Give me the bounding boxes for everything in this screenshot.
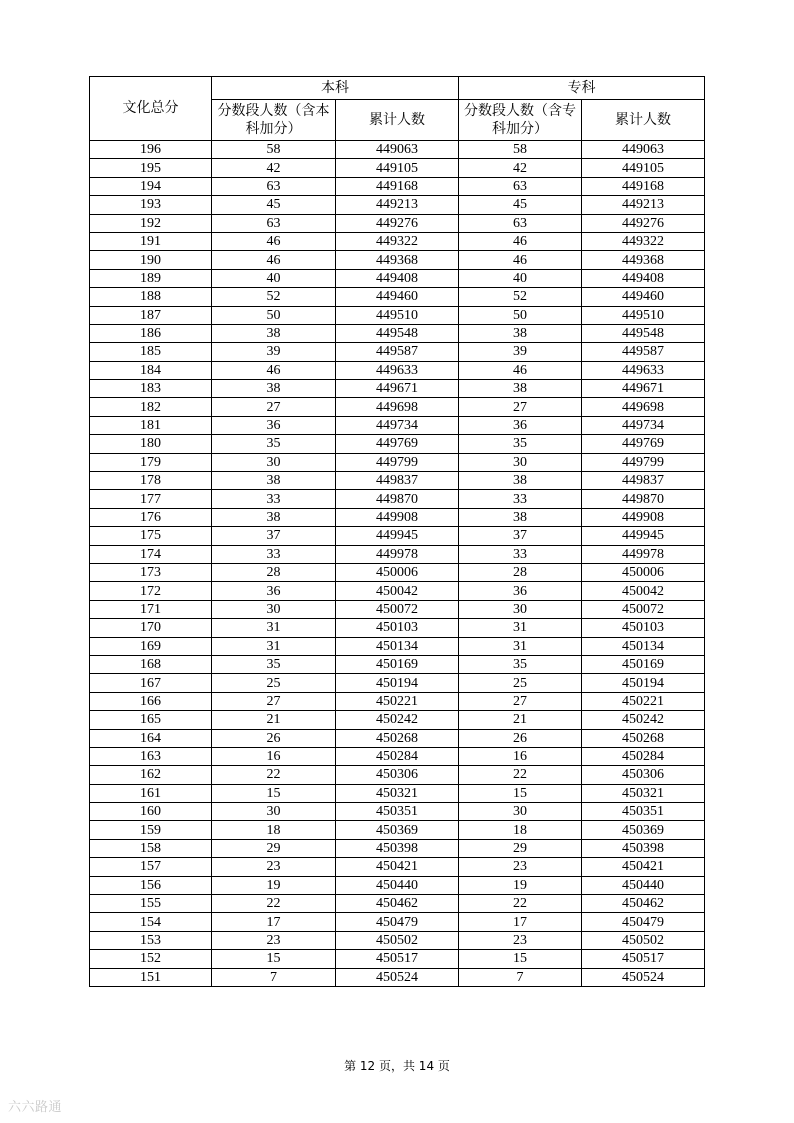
score-distribution-table bbox=[89, 76, 705, 987]
cell-score: 189 bbox=[90, 269, 212, 287]
table-body bbox=[90, 141, 705, 987]
cell-score: 168 bbox=[90, 655, 212, 673]
cell-score: 180 bbox=[90, 435, 212, 453]
cell-benke-segment: 50 bbox=[212, 306, 336, 324]
cell-benke-cumulative: 450398 bbox=[336, 839, 459, 857]
table-row bbox=[90, 563, 705, 581]
cell-zhuanke-cumulative: 450242 bbox=[582, 711, 705, 729]
cell-benke-cumulative: 449548 bbox=[336, 324, 459, 342]
cell-zhuanke-segment: 22 bbox=[459, 895, 582, 913]
cell-zhuanke-cumulative: 450421 bbox=[582, 858, 705, 876]
cell-zhuanke-segment: 27 bbox=[459, 398, 582, 416]
table-row bbox=[90, 619, 705, 637]
cell-benke-cumulative: 450479 bbox=[336, 913, 459, 931]
cell-benke-cumulative: 449063 bbox=[336, 141, 459, 159]
table-row bbox=[90, 674, 705, 692]
cell-score: 188 bbox=[90, 288, 212, 306]
cell-zhuanke-cumulative: 449460 bbox=[582, 288, 705, 306]
cell-zhuanke-segment: 46 bbox=[459, 361, 582, 379]
cell-benke-cumulative: 450524 bbox=[336, 968, 459, 986]
cell-zhuanke-cumulative: 449698 bbox=[582, 398, 705, 416]
cell-zhuanke-segment: 38 bbox=[459, 380, 582, 398]
cell-score: 179 bbox=[90, 453, 212, 471]
cell-zhuanke-cumulative: 450221 bbox=[582, 692, 705, 710]
table-row bbox=[90, 876, 705, 894]
cell-score: 191 bbox=[90, 232, 212, 250]
cell-benke-cumulative: 449408 bbox=[336, 269, 459, 287]
cell-zhuanke-segment: 21 bbox=[459, 711, 582, 729]
cell-zhuanke-segment: 50 bbox=[459, 306, 582, 324]
cell-zhuanke-segment: 18 bbox=[459, 821, 582, 839]
cell-benke-segment: 40 bbox=[212, 269, 336, 287]
cell-benke-segment: 22 bbox=[212, 766, 336, 784]
cell-zhuanke-segment: 46 bbox=[459, 251, 582, 269]
cell-zhuanke-segment: 36 bbox=[459, 582, 582, 600]
cell-zhuanke-segment: 38 bbox=[459, 508, 582, 526]
cell-zhuanke-cumulative: 449908 bbox=[582, 508, 705, 526]
table-row bbox=[90, 508, 705, 526]
cell-benke-cumulative: 450006 bbox=[336, 563, 459, 581]
cell-benke-cumulative: 449168 bbox=[336, 177, 459, 195]
cell-score: 183 bbox=[90, 380, 212, 398]
cell-zhuanke-cumulative: 449734 bbox=[582, 416, 705, 434]
cell-zhuanke-cumulative: 450440 bbox=[582, 876, 705, 894]
cell-benke-cumulative: 450242 bbox=[336, 711, 459, 729]
table-row bbox=[90, 324, 705, 342]
cell-benke-segment: 26 bbox=[212, 729, 336, 747]
cell-score: 176 bbox=[90, 508, 212, 526]
cell-zhuanke-cumulative: 450134 bbox=[582, 637, 705, 655]
table-row bbox=[90, 858, 705, 876]
cell-benke-segment: 46 bbox=[212, 232, 336, 250]
table-row bbox=[90, 821, 705, 839]
cell-zhuanke-cumulative: 449168 bbox=[582, 177, 705, 195]
cell-benke-segment: 30 bbox=[212, 803, 336, 821]
table-row bbox=[90, 177, 705, 195]
cell-score: 195 bbox=[90, 159, 212, 177]
cell-zhuanke-segment: 33 bbox=[459, 490, 582, 508]
cell-zhuanke-segment: 42 bbox=[459, 159, 582, 177]
cell-benke-segment: 30 bbox=[212, 453, 336, 471]
cell-benke-segment: 37 bbox=[212, 527, 336, 545]
cell-zhuanke-cumulative: 449408 bbox=[582, 269, 705, 287]
table-row bbox=[90, 803, 705, 821]
page-footer: 第 12 页，共 14 页 bbox=[344, 1059, 450, 1073]
cell-score: 185 bbox=[90, 343, 212, 361]
table-row bbox=[90, 637, 705, 655]
cell-score: 167 bbox=[90, 674, 212, 692]
table-row bbox=[90, 490, 705, 508]
cell-benke-segment: 46 bbox=[212, 251, 336, 269]
cell-benke-segment: 58 bbox=[212, 141, 336, 159]
cell-benke-cumulative: 449510 bbox=[336, 306, 459, 324]
cell-benke-segment: 19 bbox=[212, 876, 336, 894]
cell-benke-cumulative: 449769 bbox=[336, 435, 459, 453]
cell-score: 172 bbox=[90, 582, 212, 600]
cell-zhuanke-segment: 30 bbox=[459, 453, 582, 471]
cell-benke-cumulative: 450369 bbox=[336, 821, 459, 839]
cell-benke-segment: 33 bbox=[212, 545, 336, 563]
cell-benke-segment: 17 bbox=[212, 913, 336, 931]
cell-score: 162 bbox=[90, 766, 212, 784]
cell-score: 177 bbox=[90, 490, 212, 508]
table-row bbox=[90, 582, 705, 600]
cell-zhuanke-cumulative: 449063 bbox=[582, 141, 705, 159]
cell-benke-segment: 63 bbox=[212, 177, 336, 195]
cell-score: 158 bbox=[90, 839, 212, 857]
cell-zhuanke-cumulative: 449368 bbox=[582, 251, 705, 269]
cell-benke-cumulative: 449587 bbox=[336, 343, 459, 361]
cell-score: 153 bbox=[90, 931, 212, 949]
cell-score: 174 bbox=[90, 545, 212, 563]
cell-benke-cumulative: 450517 bbox=[336, 950, 459, 968]
cell-score: 196 bbox=[90, 141, 212, 159]
cell-benke-segment: 36 bbox=[212, 416, 336, 434]
cell-score: 165 bbox=[90, 711, 212, 729]
cell-zhuanke-segment: 31 bbox=[459, 637, 582, 655]
table-row bbox=[90, 214, 705, 232]
cell-benke-cumulative: 449460 bbox=[336, 288, 459, 306]
cell-zhuanke-segment: 17 bbox=[459, 913, 582, 931]
cell-benke-cumulative: 449213 bbox=[336, 196, 459, 214]
cell-zhuanke-segment: 30 bbox=[459, 600, 582, 618]
cell-zhuanke-segment: 22 bbox=[459, 766, 582, 784]
cell-benke-cumulative: 449368 bbox=[336, 251, 459, 269]
cell-zhuanke-cumulative: 449799 bbox=[582, 453, 705, 471]
table-row bbox=[90, 416, 705, 434]
table-row bbox=[90, 343, 705, 361]
table-row bbox=[90, 251, 705, 269]
cell-benke-segment: 27 bbox=[212, 398, 336, 416]
cell-score: 169 bbox=[90, 637, 212, 655]
cell-benke-cumulative: 449734 bbox=[336, 416, 459, 434]
table-row bbox=[90, 232, 705, 250]
cell-zhuanke-segment: 15 bbox=[459, 950, 582, 968]
header-benke-cumulative: 累计人数 bbox=[336, 100, 459, 141]
cell-benke-cumulative: 450462 bbox=[336, 895, 459, 913]
cell-zhuanke-segment: 63 bbox=[459, 214, 582, 232]
cell-zhuanke-cumulative: 450284 bbox=[582, 747, 705, 765]
cell-score: 154 bbox=[90, 913, 212, 931]
cell-benke-segment: 29 bbox=[212, 839, 336, 857]
cell-benke-segment: 25 bbox=[212, 674, 336, 692]
cell-zhuanke-cumulative: 450321 bbox=[582, 784, 705, 802]
cell-zhuanke-cumulative: 450072 bbox=[582, 600, 705, 618]
header-group-benke: 本科 bbox=[212, 77, 459, 100]
cell-benke-cumulative: 450502 bbox=[336, 931, 459, 949]
table-row bbox=[90, 159, 705, 177]
cell-zhuanke-segment: 30 bbox=[459, 803, 582, 821]
cell-score: 193 bbox=[90, 196, 212, 214]
cell-score: 171 bbox=[90, 600, 212, 618]
cell-benke-cumulative: 450134 bbox=[336, 637, 459, 655]
cell-benke-segment: 38 bbox=[212, 380, 336, 398]
header-group-zhuanke: 专科 bbox=[459, 77, 705, 100]
cell-zhuanke-segment: 35 bbox=[459, 655, 582, 673]
cell-benke-segment: 39 bbox=[212, 343, 336, 361]
cell-zhuanke-segment: 26 bbox=[459, 729, 582, 747]
cell-benke-segment: 45 bbox=[212, 196, 336, 214]
cell-zhuanke-segment: 58 bbox=[459, 141, 582, 159]
cell-score: 184 bbox=[90, 361, 212, 379]
header-score: 文化总分 bbox=[90, 77, 212, 141]
cell-benke-cumulative: 449908 bbox=[336, 508, 459, 526]
cell-zhuanke-segment: 35 bbox=[459, 435, 582, 453]
cell-score: 161 bbox=[90, 784, 212, 802]
cell-benke-cumulative: 450268 bbox=[336, 729, 459, 747]
table-row bbox=[90, 839, 705, 857]
cell-score: 160 bbox=[90, 803, 212, 821]
cell-benke-segment: 38 bbox=[212, 324, 336, 342]
cell-benke-cumulative: 449276 bbox=[336, 214, 459, 232]
table-row bbox=[90, 196, 705, 214]
cell-benke-cumulative: 450169 bbox=[336, 655, 459, 673]
cell-score: 170 bbox=[90, 619, 212, 637]
cell-benke-cumulative: 449671 bbox=[336, 380, 459, 398]
cell-zhuanke-segment: 52 bbox=[459, 288, 582, 306]
cell-benke-cumulative: 450194 bbox=[336, 674, 459, 692]
table-row bbox=[90, 453, 705, 471]
header-benke-segment: 分数段人数（含本科加分） bbox=[212, 100, 336, 141]
table-row bbox=[90, 692, 705, 710]
cell-zhuanke-cumulative: 450103 bbox=[582, 619, 705, 637]
cell-benke-cumulative: 450042 bbox=[336, 582, 459, 600]
cell-benke-cumulative: 450306 bbox=[336, 766, 459, 784]
table-row bbox=[90, 711, 705, 729]
cell-benke-segment: 38 bbox=[212, 508, 336, 526]
cell-benke-segment: 31 bbox=[212, 637, 336, 655]
cell-benke-cumulative: 449698 bbox=[336, 398, 459, 416]
cell-benke-cumulative: 449837 bbox=[336, 472, 459, 490]
cell-zhuanke-cumulative: 449105 bbox=[582, 159, 705, 177]
cell-zhuanke-segment: 33 bbox=[459, 545, 582, 563]
cell-benke-cumulative: 449945 bbox=[336, 527, 459, 545]
table-row bbox=[90, 931, 705, 949]
cell-score: 182 bbox=[90, 398, 212, 416]
cell-benke-segment: 16 bbox=[212, 747, 336, 765]
cell-zhuanke-cumulative: 449671 bbox=[582, 380, 705, 398]
cell-benke-cumulative: 449799 bbox=[336, 453, 459, 471]
cell-benke-segment: 18 bbox=[212, 821, 336, 839]
cell-benke-segment: 30 bbox=[212, 600, 336, 618]
table-row bbox=[90, 895, 705, 913]
cell-benke-segment: 33 bbox=[212, 490, 336, 508]
cell-zhuanke-segment: 63 bbox=[459, 177, 582, 195]
cell-zhuanke-cumulative: 449633 bbox=[582, 361, 705, 379]
cell-zhuanke-segment: 45 bbox=[459, 196, 582, 214]
cell-score: 178 bbox=[90, 472, 212, 490]
cell-zhuanke-segment: 38 bbox=[459, 324, 582, 342]
cell-score: 152 bbox=[90, 950, 212, 968]
cell-zhuanke-segment: 37 bbox=[459, 527, 582, 545]
cell-benke-segment: 42 bbox=[212, 159, 336, 177]
cell-score: 190 bbox=[90, 251, 212, 269]
cell-score: 192 bbox=[90, 214, 212, 232]
table-row bbox=[90, 361, 705, 379]
cell-zhuanke-segment: 7 bbox=[459, 968, 582, 986]
cell-zhuanke-segment: 31 bbox=[459, 619, 582, 637]
cell-benke-cumulative: 449322 bbox=[336, 232, 459, 250]
cell-score: 186 bbox=[90, 324, 212, 342]
cell-zhuanke-cumulative: 450517 bbox=[582, 950, 705, 968]
table-row bbox=[90, 747, 705, 765]
table-row bbox=[90, 545, 705, 563]
cell-zhuanke-cumulative: 449213 bbox=[582, 196, 705, 214]
cell-benke-segment: 27 bbox=[212, 692, 336, 710]
cell-score: 166 bbox=[90, 692, 212, 710]
cell-score: 159 bbox=[90, 821, 212, 839]
cell-score: 187 bbox=[90, 306, 212, 324]
table-row bbox=[90, 655, 705, 673]
cell-zhuanke-cumulative: 450479 bbox=[582, 913, 705, 931]
cell-zhuanke-cumulative: 450042 bbox=[582, 582, 705, 600]
cell-benke-cumulative: 450440 bbox=[336, 876, 459, 894]
header-zhuanke-cumulative: 累计人数 bbox=[582, 100, 705, 141]
cell-benke-segment: 35 bbox=[212, 655, 336, 673]
cell-benke-cumulative: 450103 bbox=[336, 619, 459, 637]
cell-benke-segment: 21 bbox=[212, 711, 336, 729]
table-row bbox=[90, 950, 705, 968]
cell-zhuanke-cumulative: 449870 bbox=[582, 490, 705, 508]
cell-benke-segment: 35 bbox=[212, 435, 336, 453]
cell-zhuanke-cumulative: 450398 bbox=[582, 839, 705, 857]
cell-zhuanke-segment: 16 bbox=[459, 747, 582, 765]
cell-zhuanke-segment: 39 bbox=[459, 343, 582, 361]
cell-zhuanke-cumulative: 450306 bbox=[582, 766, 705, 784]
cell-benke-cumulative: 450321 bbox=[336, 784, 459, 802]
table-row bbox=[90, 288, 705, 306]
table-row bbox=[90, 380, 705, 398]
cell-benke-segment: 7 bbox=[212, 968, 336, 986]
cell-benke-segment: 46 bbox=[212, 361, 336, 379]
cell-benke-cumulative: 450351 bbox=[336, 803, 459, 821]
table-row bbox=[90, 766, 705, 784]
cell-zhuanke-cumulative: 449769 bbox=[582, 435, 705, 453]
cell-score: 156 bbox=[90, 876, 212, 894]
table-row bbox=[90, 269, 705, 287]
cell-benke-cumulative: 450221 bbox=[336, 692, 459, 710]
cell-benke-cumulative: 450284 bbox=[336, 747, 459, 765]
cell-zhuanke-cumulative: 450006 bbox=[582, 563, 705, 581]
cell-score: 155 bbox=[90, 895, 212, 913]
cell-score: 157 bbox=[90, 858, 212, 876]
cell-benke-segment: 15 bbox=[212, 950, 336, 968]
cell-zhuanke-cumulative: 450268 bbox=[582, 729, 705, 747]
cell-zhuanke-cumulative: 449548 bbox=[582, 324, 705, 342]
cell-score: 163 bbox=[90, 747, 212, 765]
cell-benke-segment: 23 bbox=[212, 931, 336, 949]
cell-zhuanke-cumulative: 449837 bbox=[582, 472, 705, 490]
cell-benke-cumulative: 450421 bbox=[336, 858, 459, 876]
cell-score: 194 bbox=[90, 177, 212, 195]
cell-zhuanke-segment: 38 bbox=[459, 472, 582, 490]
table-row bbox=[90, 398, 705, 416]
cell-zhuanke-cumulative: 450194 bbox=[582, 674, 705, 692]
table-row bbox=[90, 913, 705, 931]
cell-score: 175 bbox=[90, 527, 212, 545]
cell-zhuanke-segment: 28 bbox=[459, 563, 582, 581]
cell-benke-segment: 63 bbox=[212, 214, 336, 232]
cell-benke-segment: 38 bbox=[212, 472, 336, 490]
cell-zhuanke-segment: 40 bbox=[459, 269, 582, 287]
table-row bbox=[90, 527, 705, 545]
cell-benke-cumulative: 449978 bbox=[336, 545, 459, 563]
cell-zhuanke-segment: 15 bbox=[459, 784, 582, 802]
cell-score: 181 bbox=[90, 416, 212, 434]
cell-zhuanke-segment: 25 bbox=[459, 674, 582, 692]
cell-benke-cumulative: 449105 bbox=[336, 159, 459, 177]
cell-benke-segment: 28 bbox=[212, 563, 336, 581]
cell-zhuanke-segment: 23 bbox=[459, 931, 582, 949]
cell-zhuanke-cumulative: 450369 bbox=[582, 821, 705, 839]
cell-benke-segment: 52 bbox=[212, 288, 336, 306]
cell-score: 173 bbox=[90, 563, 212, 581]
table-row bbox=[90, 968, 705, 986]
cell-score: 151 bbox=[90, 968, 212, 986]
cell-zhuanke-cumulative: 449978 bbox=[582, 545, 705, 563]
cell-zhuanke-cumulative: 450169 bbox=[582, 655, 705, 673]
cell-benke-segment: 15 bbox=[212, 784, 336, 802]
cell-zhuanke-segment: 23 bbox=[459, 858, 582, 876]
cell-zhuanke-segment: 27 bbox=[459, 692, 582, 710]
cell-zhuanke-cumulative: 450502 bbox=[582, 931, 705, 949]
cell-benke-segment: 22 bbox=[212, 895, 336, 913]
cell-benke-cumulative: 449633 bbox=[336, 361, 459, 379]
cell-score: 164 bbox=[90, 729, 212, 747]
cell-zhuanke-cumulative: 450351 bbox=[582, 803, 705, 821]
cell-zhuanke-segment: 29 bbox=[459, 839, 582, 857]
cell-zhuanke-cumulative: 449276 bbox=[582, 214, 705, 232]
cell-benke-segment: 23 bbox=[212, 858, 336, 876]
table-row bbox=[90, 784, 705, 802]
cell-benke-cumulative: 450072 bbox=[336, 600, 459, 618]
table-row bbox=[90, 472, 705, 490]
cell-zhuanke-cumulative: 450462 bbox=[582, 895, 705, 913]
table-row bbox=[90, 600, 705, 618]
cell-zhuanke-cumulative: 449587 bbox=[582, 343, 705, 361]
cell-zhuanke-segment: 46 bbox=[459, 232, 582, 250]
table-row bbox=[90, 435, 705, 453]
watermark-logo: 六六路通 bbox=[8, 1100, 63, 1115]
header-zhuanke-segment: 分数段人数（含专科加分） bbox=[459, 100, 582, 141]
cell-zhuanke-cumulative: 450524 bbox=[582, 968, 705, 986]
cell-benke-segment: 31 bbox=[212, 619, 336, 637]
cell-zhuanke-segment: 19 bbox=[459, 876, 582, 894]
cell-zhuanke-segment: 36 bbox=[459, 416, 582, 434]
cell-zhuanke-cumulative: 449510 bbox=[582, 306, 705, 324]
table-row bbox=[90, 141, 705, 159]
cell-zhuanke-cumulative: 449322 bbox=[582, 232, 705, 250]
cell-benke-cumulative: 449870 bbox=[336, 490, 459, 508]
table-row bbox=[90, 306, 705, 324]
table-row bbox=[90, 729, 705, 747]
cell-zhuanke-cumulative: 449945 bbox=[582, 527, 705, 545]
cell-benke-segment: 36 bbox=[212, 582, 336, 600]
